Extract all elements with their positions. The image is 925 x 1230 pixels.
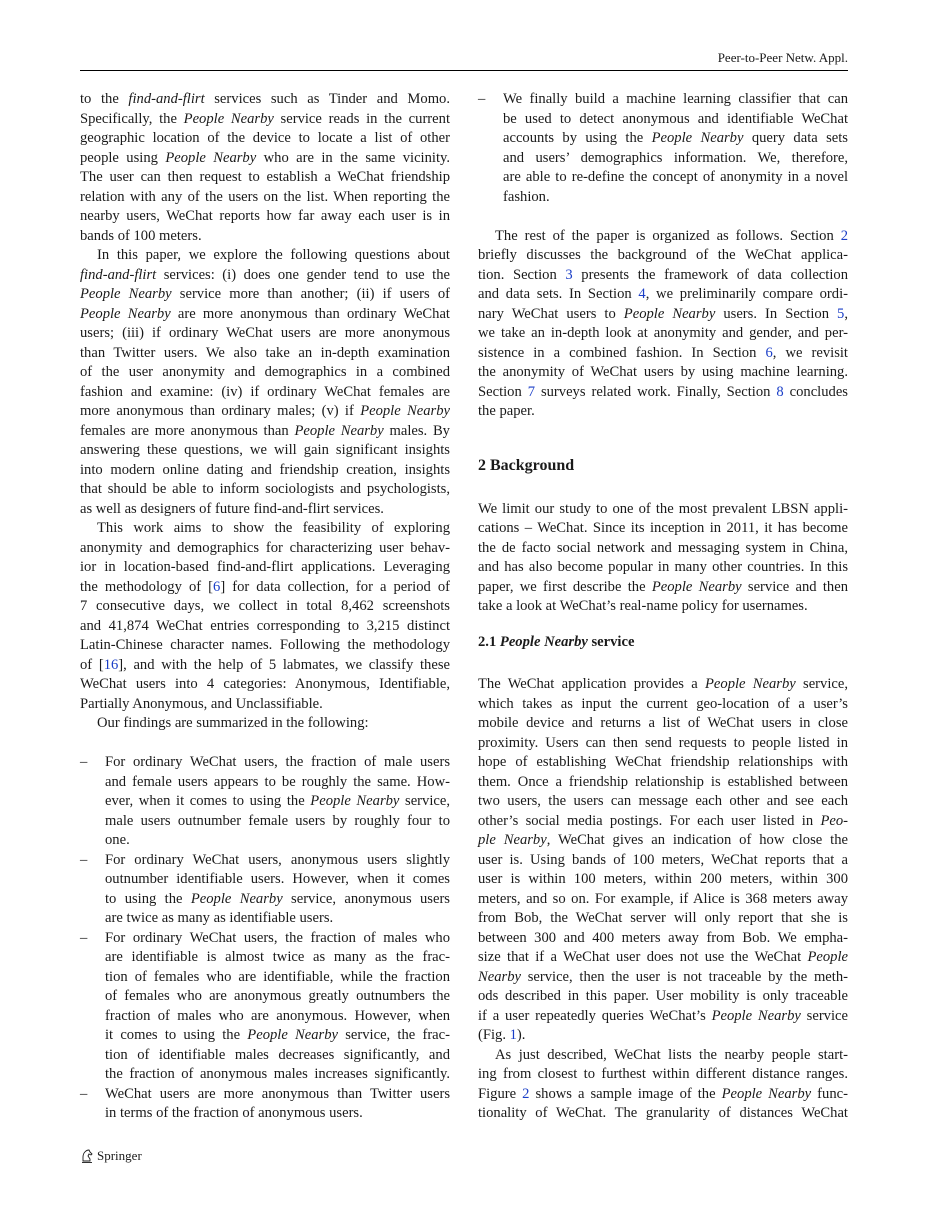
text-line: The WeChat application provides a People Nearby service, bbox=[478, 676, 848, 692]
text-line: proximity. Users can then send requests to people listed in bbox=[478, 734, 848, 751]
text-line: As just described, WeChat lists the nearby people start- bbox=[495, 1046, 848, 1063]
text-line: answering these questions, we will gain significant insights bbox=[80, 442, 450, 458]
text-line: the de facto social network and messaging system in China, bbox=[478, 539, 848, 556]
text-line: The user can then request to establish a WeChat friendship bbox=[80, 169, 450, 185]
text-line: tionality of WeChat. The granularity of distances WeChat bbox=[478, 1105, 848, 1121]
text-line: We finally build a machine learning classifier that can bbox=[503, 91, 848, 107]
text-line: ever, when it comes to using the People Nearby service, bbox=[105, 793, 450, 809]
italic-term: Nearby bbox=[478, 968, 521, 985]
text-line: of [16], and with the help of 5 labmates, we classify these bbox=[80, 656, 450, 673]
text-line: them. Once a friendship relationship is established between bbox=[478, 773, 848, 790]
text-line: fraction of males who are anonymous. However, when bbox=[105, 1007, 450, 1024]
citation-link[interactable]: 1 bbox=[509, 1027, 517, 1043]
text-line: meters, and so on. For example, if Alice is 368 meters away bbox=[478, 890, 848, 907]
italic-term: People Nearby bbox=[183, 110, 274, 127]
text-line: people using People Nearby who are in the same vicinity. bbox=[80, 149, 450, 166]
text-line: in terms of the fraction of anonymous users. bbox=[105, 1105, 363, 1121]
citation-link[interactable]: 5 bbox=[837, 305, 845, 322]
text-line: if a user repeatedly queries WeChat’s People Nearby service bbox=[478, 1007, 848, 1024]
italic-term: People Nearby bbox=[80, 286, 172, 302]
italic-term: People Nearby bbox=[705, 676, 796, 692]
text-line: we take an in-depth look at anonymity and gender, and per- bbox=[478, 325, 848, 341]
text-line: nearby users, WeChat reports how far away each user is in bbox=[80, 208, 450, 224]
text-line: it comes to using the People Nearby service, the frac- bbox=[105, 1027, 450, 1043]
text-line: hope of establishing WeChat friendship relationships with bbox=[478, 754, 848, 770]
text-line: to the find-and-flirt services such as Tinder and Momo. bbox=[80, 91, 450, 107]
subsection-number: 2.1 bbox=[478, 634, 497, 650]
text-line: ple Nearby, WeChat gives an indication of how close the bbox=[478, 832, 848, 848]
journal-title: Peer-to-Peer Netw. Appl. bbox=[717, 50, 848, 65]
italic-term: find-and-flirt bbox=[80, 266, 157, 283]
text-line: other’s social media postings. For each user listed in Peo- bbox=[478, 812, 848, 829]
subsection-title-italic: People Nearby bbox=[499, 634, 588, 650]
text-line: (Fig. 1). bbox=[478, 1027, 526, 1043]
text-line: and female users appears to be roughly the same. How- bbox=[105, 773, 450, 790]
page-footer bbox=[80, 1147, 142, 1165]
text-line: Specifically, the People Nearby service reads in the current bbox=[80, 110, 450, 127]
text-line: the fraction of anonymous males increases significantly. bbox=[105, 1066, 450, 1082]
text-line: tion. Section 3 presents the framework of data collection bbox=[478, 266, 848, 283]
text-line: People Nearby service more than another; (ii) if users of bbox=[80, 286, 450, 302]
text-line: mobile device and returns a list of WeChat users in close bbox=[478, 715, 848, 731]
text-line: Figure 2 shows a sample image of the People Nearby func- bbox=[478, 1085, 848, 1102]
text-line: In this paper, we explore the following questions about bbox=[97, 247, 450, 263]
text-line: user is. Using bands of 100 meters, WeChat reports that a bbox=[478, 851, 848, 868]
citation-link[interactable]: 6 bbox=[765, 344, 773, 361]
text-line: that should be able to inform sociologists and psychologists, bbox=[80, 481, 450, 497]
text-line: user is within 100 meters, within 200 meters, within 300 bbox=[478, 871, 848, 887]
citation-link[interactable]: 3 bbox=[565, 266, 573, 283]
citation-link[interactable]: 7 bbox=[527, 383, 536, 400]
text-line: geographic location of the device to locate a list of other bbox=[80, 130, 450, 146]
text-line: more anonymous than ordinary males; (v) if People Nearby bbox=[80, 403, 450, 419]
italic-term: Peo- bbox=[820, 812, 848, 829]
italic-term: People Nearby bbox=[360, 403, 450, 419]
text-line: are able to re-define the concept of anonymity in a novel bbox=[503, 169, 848, 185]
text-line: outnumber identifiable users. However, when it comes bbox=[105, 871, 450, 887]
italic-term: People Nearby bbox=[310, 793, 400, 809]
text-line: and users’ demographics information. We, therefore, bbox=[503, 149, 848, 166]
text-line: of the user anonymity and demographics in a combined bbox=[80, 364, 450, 380]
italic-term: People Nearby bbox=[651, 130, 744, 146]
text-line: of females who are anonymous greatly outnumbers the bbox=[105, 988, 450, 1004]
text-line: WeChat users are more anonymous than Twitter users bbox=[105, 1085, 450, 1102]
text-line: and data sets. In Section 4, we preliminarily compare ordi- bbox=[478, 286, 848, 302]
running-head bbox=[80, 50, 848, 70]
text-line: Partially Anonymous, and Unclassifiable. bbox=[80, 695, 323, 712]
italic-term: People Nearby bbox=[165, 149, 257, 166]
text-line: relation with any of the users on the list. When reporting the bbox=[80, 188, 450, 205]
text-line: are twice as many as identifiable users. bbox=[105, 910, 334, 926]
italic-term: People Nearby bbox=[721, 1085, 812, 1102]
text-line: For ordinary WeChat users, anonymous users slightly bbox=[105, 851, 450, 868]
bullet-dash: – bbox=[80, 1085, 88, 1102]
text-line: fashion. bbox=[503, 188, 550, 205]
text-line: fashion and examine: (iv) if ordinary WeChat females are bbox=[80, 383, 450, 400]
text-line: 7 consecutive days, we collect in total 8,462 screenshots bbox=[80, 598, 450, 614]
italic-term: People Nearby bbox=[80, 305, 171, 322]
text-line: to using the People Nearby service, anonymous users bbox=[105, 890, 450, 907]
text-line: ing from closest to furthest within different distance ranges. bbox=[478, 1066, 848, 1082]
text-line: This work aims to show the feasibility of exploring bbox=[97, 520, 450, 536]
citation-link[interactable]: 2 bbox=[840, 227, 848, 244]
publisher-name: Springer bbox=[97, 1148, 142, 1163]
bullet-dash: – bbox=[80, 929, 88, 946]
text-line: the methodology of [6] for data collection, for a period of bbox=[80, 578, 450, 595]
text-line: Nearby service, then the user is not traceable by the meth- bbox=[478, 968, 848, 985]
text-line: We limit our study to one of the most prevalent LBSN appli- bbox=[478, 500, 848, 517]
bullet-dash: – bbox=[80, 851, 88, 868]
text-line: and has also become popular in many other countries. In this bbox=[478, 559, 848, 575]
italic-term: People bbox=[807, 949, 848, 965]
text-line: the paper. bbox=[478, 403, 535, 419]
italic-term: ple Nearby bbox=[478, 832, 547, 848]
italic-term: find-and-flirt bbox=[128, 91, 205, 107]
text-line: Our findings are summarized in the following: bbox=[97, 715, 369, 731]
text-line: paper, we first describe the People Nearby service and then bbox=[478, 578, 848, 595]
italic-term: People Nearby bbox=[247, 1027, 338, 1043]
springer-horse-logo-icon bbox=[80, 1148, 94, 1164]
text-line: For ordinary WeChat users, the fraction of males who bbox=[105, 929, 450, 946]
italic-term: People Nearby bbox=[623, 305, 716, 322]
text-line: than Twitter users. We also take an in-depth examination bbox=[80, 344, 450, 361]
text-line: into modern online dating and friendship creation, insights bbox=[80, 461, 450, 478]
text-line: the anonymity of WeChat users by using machine learning. bbox=[478, 364, 848, 380]
text-line: People Nearby are more anonymous than ordinary WeChat bbox=[80, 305, 450, 322]
text-line: WeChat users into 4 categories: Anonymous, Identifiable, bbox=[80, 676, 450, 692]
text-line: which takes as input the current geo-location of a user’s bbox=[478, 695, 848, 712]
text-line: The rest of the paper is organized as follows. Section 2 bbox=[495, 227, 848, 244]
italic-term: People Nearby bbox=[190, 890, 283, 907]
text-line: from Bob, the WeChat server will only report that she is bbox=[478, 910, 848, 926]
text-line: nary WeChat users to People Nearby users. In Section 5, bbox=[478, 305, 848, 322]
text-line: tion of females who are identifiable, while the fraction bbox=[105, 968, 450, 985]
citation-link[interactable]: 6 bbox=[213, 578, 221, 595]
text-line: Latin-Chinese character names. Following the methodology bbox=[80, 637, 450, 653]
italic-term: People Nearby bbox=[651, 578, 742, 595]
text-line: male users outnumber female users by roughly four to bbox=[105, 812, 450, 829]
citation-link[interactable]: 16 bbox=[103, 656, 119, 673]
text-line: two users, the users can message each other and see each bbox=[478, 793, 848, 809]
italic-term: People Nearby bbox=[294, 422, 384, 439]
text-line: bands of 100 meters. bbox=[80, 227, 202, 244]
text-line: take a look at WeChat’s real-name policy for usernames. bbox=[478, 598, 808, 614]
text-line: tion of identifiable males decreases significantly, and bbox=[105, 1046, 450, 1063]
bullet-dash: – bbox=[478, 91, 486, 107]
text-line: be used to detect anonymous and identifiable WeChat bbox=[503, 110, 848, 127]
text-line: are identifiable is almost twice as many as the frac- bbox=[105, 949, 450, 965]
text-line: For ordinary WeChat users, the fraction of male users bbox=[105, 754, 450, 770]
text-line: anonymity and demographics for characterizing user behav- bbox=[80, 539, 450, 556]
text-line: Section 7 surveys related work. Finally, Section 8 concludes bbox=[478, 383, 848, 400]
italic-term: People Nearby bbox=[711, 1007, 801, 1024]
header-rule bbox=[80, 70, 848, 71]
text-line: between 300 and 400 meters away from Bob. We empha- bbox=[478, 929, 848, 946]
text-line: find-and-flirt services: (i) does one gender tend to use the bbox=[80, 266, 450, 283]
text-line: and 41,874 WeChat entries corresponding to 3,215 distinct bbox=[80, 617, 450, 634]
subsection-title-rest: service bbox=[591, 634, 635, 650]
text-line: sistence in a combined fashion. In Section 6, we revisit bbox=[478, 344, 848, 361]
citation-link[interactable]: 8 bbox=[776, 383, 784, 400]
citation-link[interactable]: 2 bbox=[522, 1085, 530, 1102]
section-heading-background bbox=[478, 456, 574, 475]
section-number: 2 bbox=[478, 457, 486, 474]
text-line: ods described in this paper. User mobility is only traceable bbox=[478, 988, 848, 1004]
text-line: as well as designers of future find-and-flirt services. bbox=[80, 500, 384, 517]
text-line: cations – WeChat. Since its inception in 2011, it has become bbox=[478, 520, 848, 536]
bullet-dash: – bbox=[80, 754, 88, 770]
subsection-heading-people-nearby bbox=[478, 633, 634, 652]
citation-link[interactable]: 4 bbox=[638, 286, 646, 302]
text-line: females are more anonymous than People Nearby males. By bbox=[80, 422, 450, 439]
text-line: briefly discusses the background of the WeChat applica- bbox=[478, 247, 848, 263]
text-line: ior in location-based find-and-flirt applications. Leveraging bbox=[80, 559, 450, 575]
text-line: one. bbox=[105, 832, 130, 848]
text-line: accounts by using the People Nearby query data sets bbox=[503, 130, 848, 146]
section-title: Background bbox=[490, 457, 575, 474]
text-line: users; (iii) if ordinary WeChat users are more anonymous bbox=[80, 325, 450, 341]
text-line: size that if a WeChat user does not use the WeChat People bbox=[478, 949, 848, 965]
